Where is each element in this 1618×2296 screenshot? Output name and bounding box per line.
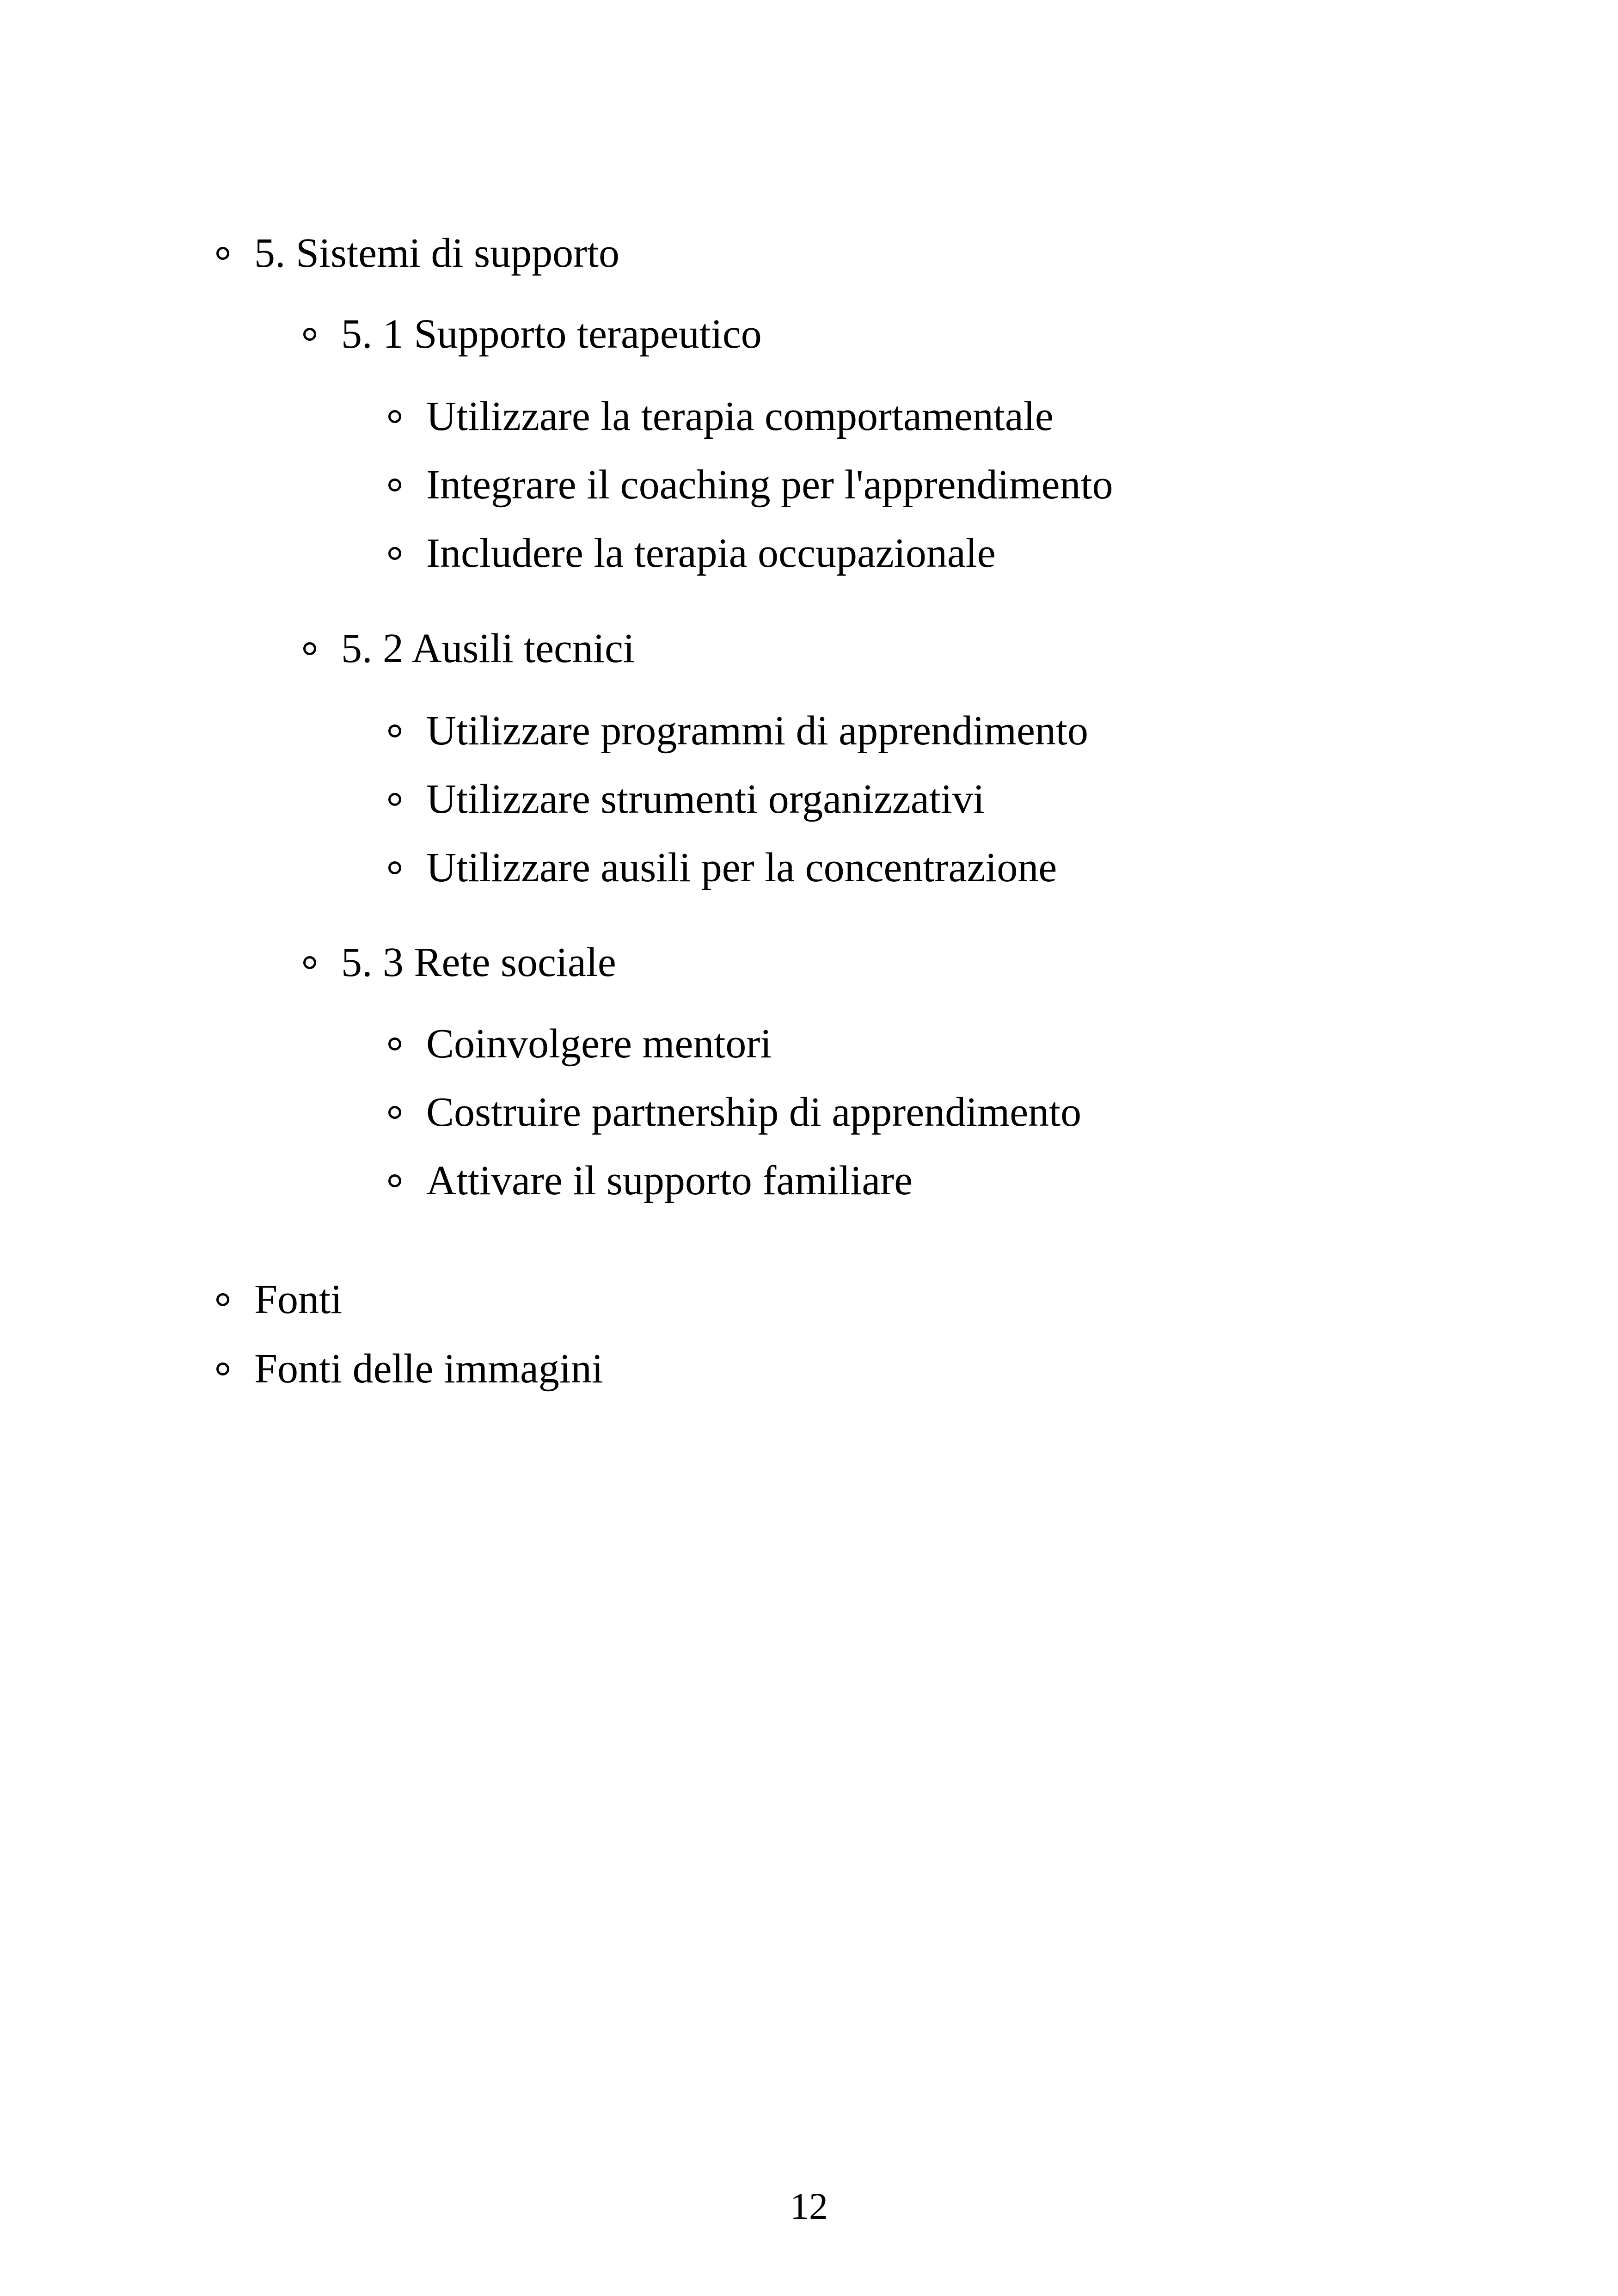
toc-item-label: Utilizzare ausili per la concentrazione xyxy=(426,845,1057,890)
toc-item-section-5-3[interactable] xyxy=(303,937,616,988)
bullet-icon xyxy=(388,1037,401,1050)
toc-item-label: Integrare il coaching per l'apprendimento xyxy=(426,462,1113,508)
toc-item-section-5-1[interactable] xyxy=(303,309,762,360)
bullet-icon xyxy=(303,642,316,655)
toc-item-label: Fonti xyxy=(254,1277,343,1322)
bullet-icon xyxy=(216,1293,229,1306)
bullet-icon xyxy=(388,410,401,423)
toc-item-label: Utilizzare programmi di apprendimento xyxy=(426,708,1089,754)
bullet-icon xyxy=(388,724,401,737)
toc-item-label: Attivare il supporto familiare xyxy=(426,1158,913,1203)
bullet-icon xyxy=(388,479,401,491)
bullet-icon xyxy=(388,793,401,806)
toc-item-terapia-occupazionale[interactable] xyxy=(388,528,996,579)
toc-item-strumenti-organizzativi[interactable] xyxy=(388,774,985,825)
toc-item-label: Coinvolgere mentori xyxy=(426,1021,772,1067)
toc-item-coaching-apprendimento[interactable] xyxy=(388,460,1113,510)
toc-item-ausili-concentrazione[interactable] xyxy=(388,842,1057,893)
bullet-icon xyxy=(388,1106,401,1119)
toc-item-programmi-apprendimento[interactable] xyxy=(388,706,1088,756)
toc-item-label: Includere la terapia occupazionale xyxy=(426,530,996,576)
toc-item-fonti[interactable] xyxy=(216,1274,342,1325)
toc-item-supporto-familiare[interactable] xyxy=(388,1155,913,1206)
toc-item-label: 5. Sistemi di supporto xyxy=(254,230,620,276)
toc-item-label: 5. 3 Rete sociale xyxy=(341,939,616,985)
bullet-icon xyxy=(388,547,401,560)
toc-item-label: Fonti delle immagini xyxy=(254,1346,603,1392)
toc-item-section-5[interactable] xyxy=(216,228,619,279)
toc-item-partnership-apprendimento[interactable] xyxy=(388,1087,1081,1138)
toc-item-fonti-immagini[interactable] xyxy=(216,1344,603,1394)
toc-item-label: 5. 2 Ausili tecnici xyxy=(341,626,635,671)
toc-item-label: Utilizzare la terapia comportamentale xyxy=(426,393,1054,439)
toc-item-label: Utilizzare strumenti organizzativi xyxy=(426,776,985,822)
toc-item-section-5-2[interactable] xyxy=(303,623,635,674)
bullet-icon xyxy=(216,1363,229,1375)
toc-item-terapia-comportamentale[interactable] xyxy=(388,391,1054,442)
bullet-icon xyxy=(303,956,316,969)
page-number: 12 xyxy=(790,2185,828,2227)
bullet-icon xyxy=(303,328,316,341)
toc-item-label: 5. 1 Supporto terapeutico xyxy=(341,311,762,357)
toc-item-coinvolgere-mentori[interactable] xyxy=(388,1019,772,1069)
bullet-icon xyxy=(388,861,401,874)
bullet-icon xyxy=(216,247,229,260)
bullet-icon xyxy=(388,1174,401,1187)
toc-item-label: Costruire partnership di apprendimento xyxy=(426,1089,1082,1135)
